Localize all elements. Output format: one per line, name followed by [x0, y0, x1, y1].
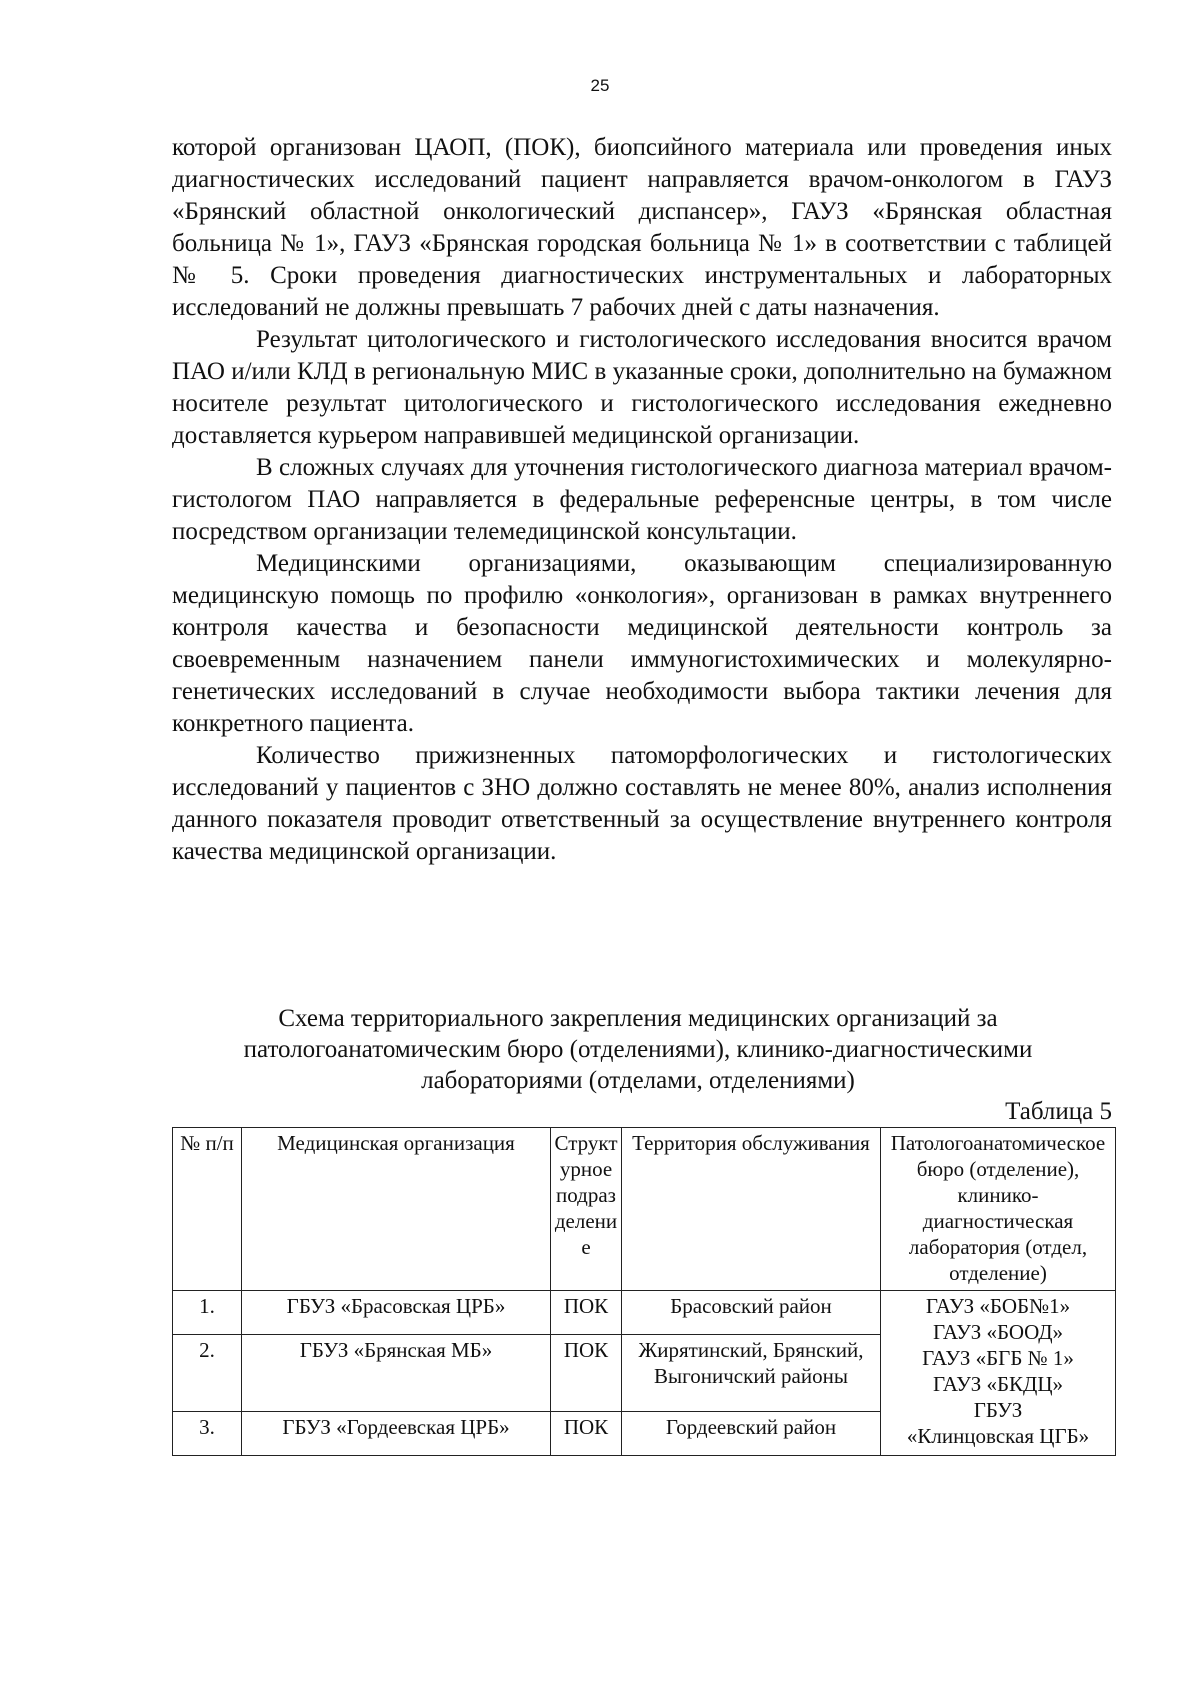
header-laboratory: Патологоанатомическое бюро (отделение), клинико-диагностическая лаборатория (отдел, отделение)	[881, 1128, 1116, 1291]
lab-entry: ГАУЗ «БКДЦ»	[932, 1372, 1064, 1396]
paragraph-5: Количество прижизненных патоморфологических и гистологических исследований у пациентов с ЗНО должно составлять не менее 80%, анализ исполнения данного показателя проводит ответственный за осуществление внутреннего контроля качества медицинской организации.	[172, 742, 1112, 865]
row-organization: ГБУЗ «Гордеевская ЦРБ»	[242, 1411, 551, 1455]
lab-entry: «Клинцовская ЦГБ»	[906, 1424, 1090, 1448]
row-territory: Жирятинский, Брянский, Выгоничский районы	[622, 1335, 881, 1412]
header-territory: Территория обслуживания	[622, 1128, 881, 1291]
row-territory: Брасовский район	[622, 1291, 881, 1335]
table-row	[173, 1291, 1116, 1335]
row-structural-unit: ПОК	[551, 1291, 622, 1335]
paragraph-1: которой организован ЦАОП, (ПОК), биопсийного материала или проведения иных диагностических исследований пациент направляется врачом-онкологом в ГАУЗ «Брянский областной онкологический диспансер», ГАУЗ «Брянская областная больница № 1», ГАУЗ «Брянская городская больница № 1» в соответствии с таблицей № 5. Сроки проведения диагностических инструментальных и лабораторных исследований не должны превышать 7 рабочих дней с даты назначения.	[172, 134, 1112, 321]
paragraph-2: Результат цитологического и гистологического исследования вносится врачом ПАО и/или КЛД в региональную МИС в указанные сроки, дополнительно на бумажном носителе результат цитологического и гистологического исследования ежедневно доставляется курьером направившей медицинской организации.	[172, 326, 1112, 449]
table-header-row	[173, 1128, 1116, 1291]
header-organization: Медицинская организация	[242, 1128, 551, 1291]
row-territory: Гордеевский район	[622, 1411, 881, 1455]
header-structural-unit: Структурное подразделение	[551, 1128, 622, 1291]
paragraph-3: В сложных случаях для уточнения гистологического диагноза материал врачом-гистологом ПАО направляется в федеральные референсные центры, в том числе посредством организации телемедицинской консультации.	[172, 454, 1112, 545]
lab-entry: ГБУЗ	[973, 1398, 1023, 1422]
table-title: Схема территориального закрепления медицинских организаций за патологоанатомическим бюро (отделениями), клинико-диагностическими лабораториями (отделами, отделениями)	[243, 1005, 1033, 1094]
laboratory-cell	[881, 1291, 1116, 1456]
row-structural-unit: ПОК	[551, 1411, 622, 1455]
assignment-table	[172, 1127, 1116, 1456]
document-body	[172, 132, 1112, 868]
header-number: № п/п	[173, 1128, 242, 1291]
table-caption: Таблица 5	[1005, 1098, 1112, 1125]
row-number: 2.	[173, 1335, 242, 1412]
lab-entry: ГАУЗ «БОБ№1»	[925, 1294, 1071, 1318]
page-number: 25	[590, 76, 610, 95]
row-organization: ГБУЗ «Брасовская ЦРБ»	[242, 1291, 551, 1335]
row-organization: ГБУЗ «Брянская МБ»	[242, 1335, 551, 1412]
row-number: 3.	[173, 1411, 242, 1455]
paragraph-4: Медицинскими организациями, оказывающим специализированную медицинскую помощь по профилю «онкология», организован в рамках внутреннего контроля качества и безопасности медицинской деятельности контроль за своевременным назначением панели иммуногистохимических и молекулярно-генетических исследований в случае необходимости выбора тактики лечения для конкретного пациента.	[172, 550, 1112, 737]
lab-entry: ГАУЗ «БООД»	[932, 1320, 1064, 1344]
lab-entry: ГАУЗ «БГБ № 1»	[922, 1346, 1074, 1370]
row-number: 1.	[173, 1291, 242, 1335]
row-structural-unit: ПОК	[551, 1335, 622, 1412]
